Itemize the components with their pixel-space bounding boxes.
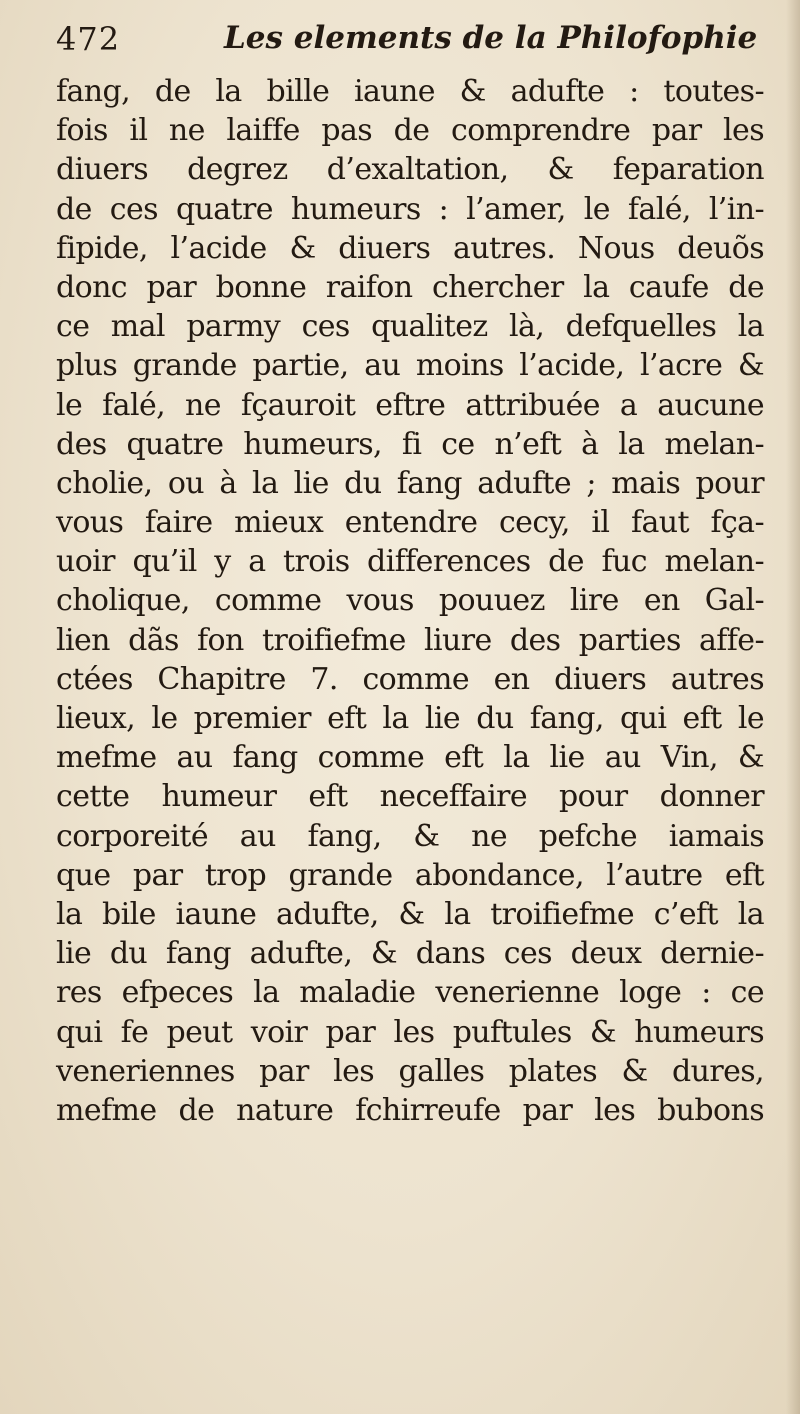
running-title: Les elements de la Philofophie: [224, 20, 758, 56]
text-line: de ces quatre humeurs : l’amer, le falé, l’in-: [56, 191, 764, 227]
text-line: veneriennes par les galles plates & dures,: [56, 1053, 764, 1089]
text-line: mefme de nature fchirreufe par les bubons: [56, 1092, 764, 1128]
page-number: 472: [56, 20, 121, 58]
text-line: mefme au fang comme eft la lie au Vin, &: [56, 740, 764, 776]
page-edge-shadow: [786, 0, 800, 1414]
text-line: des quatre humeurs, fi ce n’eft à la melan-: [56, 426, 764, 462]
text-line: fipide, l’acide & diuers autres. Nous deuõs: [56, 230, 764, 266]
running-header: [56, 14, 756, 64]
text-line: fois il ne laiffe pas de comprendre par les: [56, 113, 764, 149]
text-line: lieux, le premier eft la lie du fang, qui eft le: [56, 701, 764, 736]
text-line: que par trop grande abondance, l’autre eft: [56, 857, 764, 893]
text-line: lien dãs fon troifiefme liure des parties affe-: [56, 622, 764, 658]
text-line: cholique, comme vous pouuez lire en Gal-: [56, 583, 764, 619]
text-line: le falé, ne fçauroit eftre attribuée a aucune: [56, 387, 764, 423]
text-line: corporeité au fang, & ne pefche iamais: [56, 818, 764, 854]
text-line: fang, de la bille iaune & adufte : toutes-: [56, 74, 764, 109]
text-line: diuers degrez d’exaltation, & feparation: [56, 152, 764, 188]
text-line: vous faire mieux entendre cecy, il faut fça-: [56, 505, 764, 541]
text-line: res efpeces la maladie venerienne loge : ce: [56, 975, 764, 1011]
text-line: qui fe peut voir par les puftules & humeurs: [56, 1014, 764, 1050]
text-line: donc par bonne raifon chercher la caufe de: [56, 269, 764, 305]
text-line: la bile iaune adufte, & la troifiefme c’eft la: [56, 896, 764, 932]
text-line: cholie, ou à la lie du fang adufte ; mais pour: [56, 465, 764, 501]
text-line: plus grande partie, au moins l’acide, l’acre &: [56, 348, 764, 384]
text-line: cette humeur eft neceffaire pour donner: [56, 779, 764, 815]
text-line: uoir qu’il y a trois differences de fuc melan-: [56, 544, 764, 580]
text-line: ce mal parmy ces qualitez là, defquelles la: [56, 309, 764, 345]
text-line: lie du fang adufte, & dans ces deux dernie-: [56, 936, 764, 972]
body-text: [56, 72, 764, 1130]
text-line: ctées Chapitre 7. comme en diuers autres: [56, 661, 764, 697]
